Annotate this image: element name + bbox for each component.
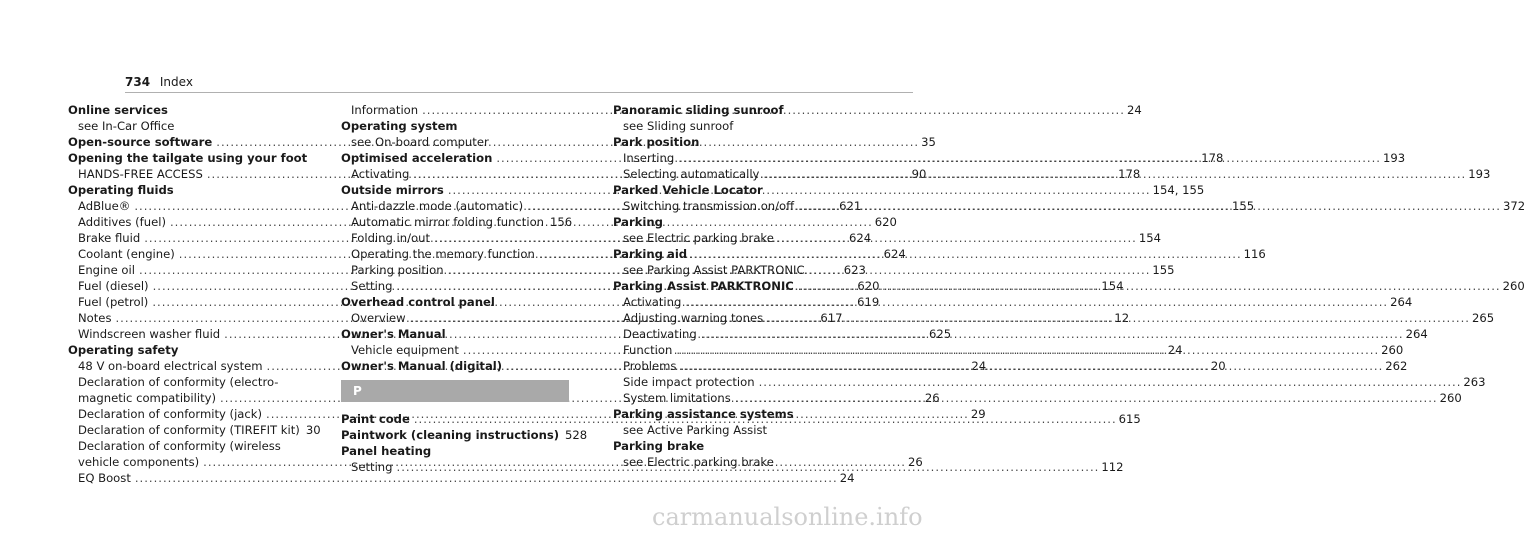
index-subentry	[613, 454, 841, 470]
page-header	[125, 75, 193, 89]
index-subentry	[68, 438, 296, 454]
dot-leader	[763, 166, 1466, 182]
page-ref[interactable]: 154, 155	[1152, 183, 1205, 197]
index-entry	[613, 438, 841, 454]
index-entry	[613, 406, 841, 422]
page-ref[interactable]: 12	[1114, 311, 1130, 325]
page-ref[interactable]: 193	[1468, 167, 1491, 181]
entry-text: see Sliding sunroof	[623, 119, 734, 133]
entry-text: Side impact protection	[623, 375, 755, 389]
entry-text: Owner's Manual	[341, 327, 446, 341]
page-ref[interactable]: 263	[1463, 375, 1486, 389]
index-entry	[341, 294, 569, 310]
page-ref[interactable]: 112	[1101, 460, 1124, 474]
dot-leader	[735, 390, 1438, 406]
watermark: carmanualsonline.info	[652, 503, 923, 531]
index-entry	[68, 342, 296, 358]
entry-text: Declaration of conformity (TIREFIT kit)	[78, 423, 300, 437]
header-rule	[125, 92, 913, 93]
letter-heading: P	[341, 380, 569, 402]
entry-text: see In-Car Office	[78, 119, 175, 133]
entry-text: Panoramic sliding sunroof	[613, 103, 784, 117]
page-ref[interactable]: 30	[305, 423, 321, 437]
entry-text: Owner's Manual (digital)	[341, 359, 503, 373]
entry-text: Outside mirrors	[341, 183, 444, 197]
entry-text: Automatic mirror folding function	[351, 215, 545, 229]
index-entry	[68, 102, 296, 118]
dot-leader	[759, 374, 1462, 390]
page-ref[interactable]: 264	[1390, 295, 1413, 309]
page-ref[interactable]: 262	[1385, 359, 1408, 373]
index-entry	[613, 182, 841, 198]
entry-text: see Parking Assist PARKTRONIC	[623, 263, 805, 277]
index-subentry	[613, 422, 841, 438]
entry-text: HANDS-FREE ACCESS	[78, 167, 203, 181]
page-ref[interactable]: 24	[971, 359, 987, 373]
page-ref[interactable]: 155	[1231, 199, 1255, 213]
entry-text: see On-board computer	[351, 135, 489, 149]
entry-text: Online services	[68, 103, 168, 117]
entry-text: Problems	[623, 359, 677, 373]
dot-leader	[798, 198, 1501, 214]
entry-text: Coolant (engine)	[78, 247, 175, 261]
page-ref[interactable]: 617	[820, 311, 843, 325]
index-subentry	[613, 230, 841, 246]
entry-text: Operating safety	[68, 343, 179, 357]
entry-text: Parking position	[351, 263, 444, 277]
entry-text: Operating fluids	[68, 183, 174, 197]
index-entry	[68, 150, 308, 166]
page-ref[interactable]: 615	[1118, 412, 1141, 426]
dot-leader	[767, 310, 1470, 326]
page-ref[interactable]: 528	[565, 428, 588, 442]
page-ref[interactable]: 193	[1383, 151, 1406, 165]
entry-text: Activating	[623, 295, 682, 309]
page-ref[interactable]: 20	[1210, 359, 1226, 373]
index-entry	[613, 214, 841, 230]
entry-text: Declaration of conformity (electro-	[78, 375, 279, 389]
entry-text: Overhead control panel	[341, 295, 495, 309]
index-entry	[613, 134, 841, 150]
entry-text: Opening the tailgate using your foot	[68, 151, 308, 165]
index-entry	[341, 118, 569, 134]
entry-text: Paintwork (cleaning instructions)	[341, 428, 560, 442]
entry-text: Activating	[351, 167, 410, 181]
page-ref[interactable]: 260	[1439, 391, 1462, 405]
entry-text: Selecting automatically	[623, 167, 760, 181]
page-ref[interactable]: 178	[1201, 151, 1224, 165]
page-ref[interactable]: 154	[1138, 231, 1161, 245]
entry-text: Engine oil	[78, 263, 135, 277]
entry-text: Parking brake	[613, 439, 705, 453]
page-ref[interactable]: 178	[1118, 167, 1141, 181]
entry-text: Declaration of conformity (jack)	[78, 407, 263, 421]
entry-text: Fuel (petrol)	[78, 295, 149, 309]
entry-text: Windscreen washer fluid	[78, 327, 221, 341]
page-ref[interactable]: 154	[1101, 279, 1124, 293]
index-subentry[interactable]	[613, 374, 1486, 390]
page-ref[interactable]: 265	[1471, 311, 1495, 325]
index-subentry	[613, 118, 841, 134]
entry-text: Panel heating	[341, 444, 432, 458]
page-ref[interactable]: 621	[839, 199, 862, 213]
entry-text: System limitations	[623, 391, 731, 405]
dot-leader	[678, 150, 1381, 166]
page-ref[interactable]: 264	[1405, 327, 1428, 341]
page-ref[interactable]: 260	[1502, 279, 1525, 293]
entry-text: Inserting	[623, 151, 675, 165]
entry-text: Brake fluid	[78, 231, 141, 245]
page-ref[interactable]: 624	[883, 247, 906, 261]
entry-text: Optimised acceleration	[341, 151, 493, 165]
entry-text: Parked Vehicle Locator	[613, 183, 763, 197]
entry-text: see Active Parking Assist	[623, 423, 768, 437]
index-subentry[interactable]	[341, 214, 573, 230]
entry-text: Open-source software	[68, 135, 213, 149]
index-entry[interactable]	[341, 427, 588, 443]
entry-text: Parking Assist PARKTRONIC	[613, 279, 794, 293]
index-entry	[341, 443, 569, 459]
entry-text: Deactivating	[623, 327, 697, 341]
dot-leader	[701, 326, 1404, 342]
index-subentry	[68, 374, 296, 390]
page-ref[interactable]: 260	[1381, 343, 1404, 357]
entry-text: Information	[351, 103, 419, 117]
entry-text: Parking assistance systems	[613, 407, 794, 421]
page-ref[interactable]: 625	[928, 327, 952, 341]
index-subentry	[341, 134, 569, 150]
dot-leader	[680, 358, 1383, 374]
entry-text: Function	[623, 343, 673, 357]
page-ref[interactable]: 116	[1243, 247, 1266, 261]
page-ref[interactable]: 35	[921, 135, 936, 149]
page-ref[interactable]: 24	[839, 471, 855, 485]
page-ref[interactable]: 624	[849, 231, 872, 245]
entry-text: Fuel (diesel)	[78, 279, 149, 293]
entry-text: see Electric parking brake	[623, 231, 774, 245]
index-subentry[interactable]	[613, 390, 1462, 406]
entry-text: Anti-dazzle mode (automatic)	[351, 199, 524, 213]
index-subentry	[613, 262, 841, 278]
entry-text: Paint code	[341, 412, 410, 426]
entry-text: EQ Boost	[78, 471, 131, 485]
entry-text: Notes	[78, 311, 112, 325]
page-ref[interactable]: 26	[924, 391, 940, 405]
entry-text: Park position	[613, 135, 700, 149]
entry-text: Vehicle equipment	[351, 343, 459, 357]
entry-text: vehicle components)	[78, 455, 200, 469]
entry-text: Parking aid	[613, 247, 688, 261]
page-ref[interactable]: 619	[857, 295, 880, 309]
dot-leader	[685, 294, 1388, 310]
page-ref[interactable]: 155	[1152, 263, 1175, 277]
page-ref[interactable]: 24	[1126, 103, 1142, 117]
page-ref[interactable]: 24	[1167, 343, 1183, 357]
page-ref[interactable]: 26	[907, 455, 923, 469]
entry-text: Switching transmission on/off	[623, 199, 795, 213]
index-entry	[613, 246, 841, 262]
page-ref[interactable]: 620	[857, 279, 880, 293]
entry-text: Operating the memory function	[351, 247, 535, 261]
page-number: 734	[125, 75, 151, 89]
dot-leader	[798, 278, 1501, 294]
entry-text: see Electric parking brake	[623, 455, 774, 469]
entry-text: Setting	[351, 279, 393, 293]
index-entry	[341, 326, 569, 342]
entry-text: Operating system	[341, 119, 458, 133]
entry-text: Setting	[351, 460, 393, 474]
page-ref[interactable]: 156	[550, 215, 573, 229]
section-title: Index	[159, 75, 193, 89]
entry-text: 48 V on-board electrical system	[78, 359, 263, 373]
entry-text: Adjusting warning tones	[623, 311, 764, 325]
entry-text: Folding in/out	[351, 231, 431, 245]
dot-leader	[676, 342, 1379, 358]
page-ref[interactable]: 620	[874, 215, 897, 229]
index-entry	[613, 102, 841, 118]
index-entry	[68, 182, 296, 198]
entry-text: Declaration of conformity (wireless	[78, 439, 281, 453]
entry-text: magnetic compatibility)	[78, 391, 217, 405]
index-subentry	[68, 118, 296, 134]
index-subentry[interactable]	[68, 470, 855, 486]
page-ref[interactable]: 623	[843, 263, 866, 277]
entry-text: Overview	[351, 311, 406, 325]
entry-text: AdBlue®	[78, 199, 131, 213]
entry-text: Parking	[613, 215, 663, 229]
entry-text: Additives (fuel)	[78, 215, 166, 229]
page-ref[interactable]: 372	[1502, 199, 1525, 213]
index-subentry[interactable]	[68, 422, 321, 438]
page-ref[interactable]: 90	[911, 167, 927, 181]
page-ref[interactable]: 29	[970, 407, 986, 421]
